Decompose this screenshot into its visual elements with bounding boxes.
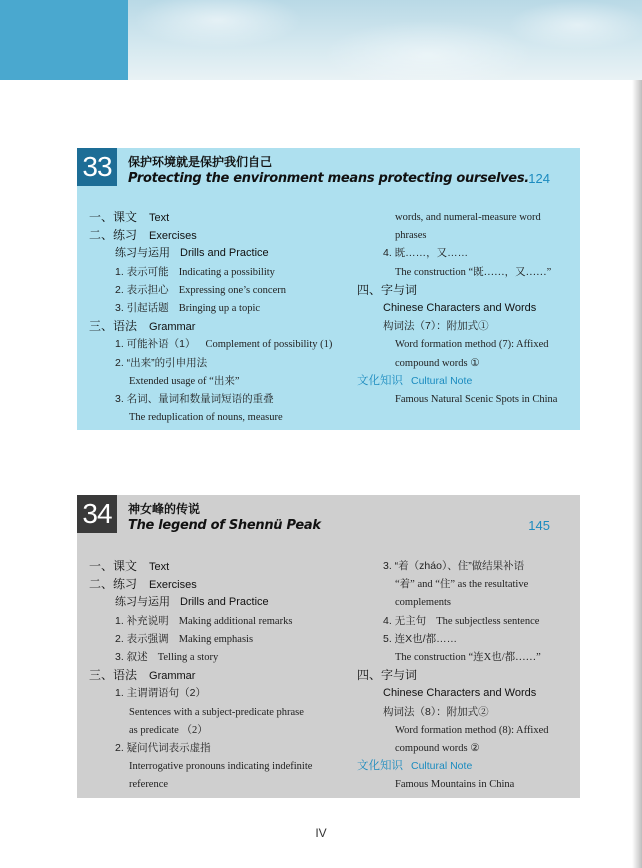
- entry-english-text: The subjectless sentence: [436, 615, 540, 627]
- entry-english-text: The construction “既……，又……”: [395, 266, 552, 278]
- entry-english-text: Text: [149, 561, 170, 573]
- contents-entry: [395, 228, 427, 243]
- entry-chinese-text: 一、课文: [89, 559, 138, 573]
- contents-entry: [395, 210, 541, 225]
- contents-entry: [129, 759, 312, 774]
- entry-chinese-text: 1. 可能补语（1）: [115, 338, 196, 351]
- lesson-number: 34: [77, 495, 117, 533]
- entry-chinese-text: 三、语法: [89, 319, 138, 334]
- contents-entry: [383, 301, 536, 315]
- contents-entry: [129, 705, 304, 720]
- contents-entry: [89, 228, 197, 243]
- entry-english-text: complements: [395, 597, 451, 609]
- header-banner: [0, 0, 642, 80]
- entry-chinese-text: 2. “出来”的引申用法: [115, 356, 208, 369]
- cultural-note-entry: [357, 759, 472, 773]
- contents-entry: [383, 246, 468, 260]
- entry-english-text: Word formation method (8): Affixed: [395, 724, 549, 736]
- entry-english-text: Grammar: [149, 321, 196, 334]
- entry-chinese-text: 1. 补充说明: [115, 614, 169, 627]
- entry-english-text: Drills and Practice: [180, 247, 269, 260]
- entry-english-text: Famous Natural Scenic Spots in China: [395, 394, 558, 405]
- contents-entry: [395, 650, 541, 665]
- entry-chinese-text: 1. 主谓谓语句（2）: [115, 687, 207, 700]
- contents-entry: [395, 337, 549, 352]
- entry-english-text: compound words ②: [395, 743, 480, 754]
- entry-chinese-text: 四、字与词: [357, 668, 418, 683]
- contents-entry: [115, 301, 260, 316]
- entry-chinese-text: 2. 表示强调: [115, 632, 169, 645]
- entry-chinese-text: 文化知识: [357, 760, 403, 773]
- contents-entry: [383, 705, 489, 719]
- contents-entry: [395, 265, 551, 280]
- entry-english-text: Grammar: [149, 670, 196, 683]
- entry-chinese-text: 构词法（7）：附加式①: [383, 320, 489, 333]
- entry-chinese-text: 四、字与词: [357, 282, 418, 297]
- contents-entry: [129, 410, 283, 425]
- entry-english-text: as predicate （2）: [129, 724, 208, 736]
- entry-chinese-text: 文化知识: [357, 374, 403, 387]
- contents-entry: [383, 632, 457, 646]
- entry-english-text: “着” and “住” as the resultative: [395, 579, 529, 591]
- entry-chinese-text: 构词法（8）：附加式②: [383, 705, 489, 718]
- contents-entry: [129, 777, 168, 792]
- entry-english-text: Word formation method (7): Affixed: [395, 339, 549, 351]
- entry-chinese-text: 1. 表示可能: [115, 265, 169, 278]
- entry-chinese-text: 3. 引起话题: [115, 302, 169, 314]
- entry-chinese-text: 5. 连X也/都……: [383, 632, 458, 645]
- lesson-page-number[interactable]: 124: [528, 171, 550, 186]
- contents-entry: [383, 686, 536, 700]
- contents-entry: [115, 686, 206, 700]
- lesson-34-section: [77, 495, 580, 798]
- contents-entry: [129, 723, 208, 738]
- contents-entry: [115, 392, 274, 406]
- lesson-title-chinese: 神女峰的传说: [128, 502, 201, 516]
- contents-entry: [89, 210, 169, 225]
- contents-entry: [395, 392, 557, 407]
- contents-entry: [115, 283, 286, 298]
- contents-entry: [357, 283, 417, 298]
- entry-english-text: Exercises: [149, 230, 197, 243]
- contents-entry: [129, 374, 240, 389]
- contents-entry: [89, 559, 169, 574]
- entry-english-text: reference: [129, 779, 169, 791]
- contents-entry: [395, 356, 480, 371]
- entry-english-text: Exercises: [149, 579, 197, 592]
- contents-entry: [395, 595, 451, 610]
- contents-entry: [383, 559, 524, 573]
- entry-english-text: Telling a story: [157, 652, 219, 663]
- entry-english-text: Indicating a possibility: [178, 266, 275, 278]
- entry-chinese-text: 4. 既……，又……: [383, 247, 469, 260]
- contents-entry: [383, 319, 489, 333]
- lesson-page-number[interactable]: 145: [528, 518, 550, 533]
- entry-english-text: Chinese Characters and Words: [383, 302, 537, 314]
- lesson-title-chinese: 保护环境就是保护我们自己: [128, 155, 273, 169]
- contents-entry: [89, 577, 197, 592]
- entry-chinese-text: 练习与运用: [115, 247, 170, 260]
- contents-entry: [383, 614, 539, 629]
- entry-english-text: Famous Mountains in China: [395, 779, 515, 791]
- entry-chinese-text: 二、练习: [89, 577, 138, 592]
- entry-chinese-text: 三、语法: [89, 668, 138, 683]
- entry-english-text: Cultural Note: [411, 760, 473, 773]
- entry-english-text: words, and numeral-measure word: [395, 212, 541, 223]
- entry-english-text: The construction “连X也/都……”: [395, 652, 541, 663]
- entry-chinese-text: 4. 无主句: [383, 614, 427, 627]
- entry-english-text: Text: [149, 212, 170, 224]
- entry-chinese-text: 3. 名词、量词和数量词短语的重叠: [115, 393, 274, 405]
- contents-entry: [89, 319, 195, 334]
- entry-english-text: Cultural Note: [411, 374, 473, 387]
- entry-chinese-text: 二、练习: [89, 228, 138, 243]
- entry-english-text: Making additional remarks: [178, 615, 293, 627]
- entry-english-text: Sentences with a subject-predicate phrase: [129, 706, 304, 718]
- entry-english-text: Complement of possibility (1): [205, 339, 333, 351]
- lesson-title-english: The legend of Shennü Peak: [128, 518, 321, 533]
- contents-entry: [395, 577, 528, 592]
- contents-entry: [115, 595, 269, 609]
- entry-chinese-text: 3. “着（zháo）、住”做结果补语: [383, 560, 525, 572]
- entry-english-text: Expressing one’s concern: [178, 284, 286, 296]
- entry-chinese-text: 2. 疑问代词表示虚指: [115, 742, 211, 754]
- contents-entry: [395, 741, 480, 756]
- entry-english-text: The reduplication of nouns, measure: [129, 412, 283, 424]
- entry-chinese-text: 练习与运用: [115, 596, 170, 609]
- lesson-33-section: [77, 148, 580, 430]
- entry-english-text: compound words ①: [395, 357, 480, 369]
- entry-english-text: Interrogative pronouns indicating indefinite: [129, 761, 313, 773]
- entry-chinese-text: 3. 叙述: [115, 651, 148, 663]
- entry-english-text: phrases: [395, 230, 427, 242]
- entry-english-text: Drills and Practice: [180, 596, 269, 609]
- header-photo: [128, 0, 642, 80]
- header-color-block: [0, 0, 128, 80]
- entry-chinese-text: 一、课文: [89, 210, 138, 224]
- contents-entry: [115, 614, 292, 629]
- contents-entry: [89, 668, 195, 683]
- entry-english-text: Making emphasis: [178, 633, 254, 645]
- contents-entry: [115, 337, 332, 352]
- contents-entry: [115, 265, 275, 280]
- entry-chinese-text: 2. 表示担心: [115, 283, 169, 296]
- lesson-title-english: Protecting the environment means protecting ourselves.: [128, 171, 529, 186]
- entry-english-text: Extended usage of “出来”: [129, 375, 240, 387]
- contents-entry: [115, 632, 253, 647]
- page-numeral: IV: [315, 826, 327, 840]
- entry-english-text: Bringing up a topic: [178, 303, 261, 314]
- contents-entry: [395, 723, 549, 738]
- entry-english-text: Chinese Characters and Words: [383, 687, 537, 700]
- contents-entry: [395, 777, 514, 792]
- page-edge-shadow: [632, 80, 642, 868]
- contents-entry: [115, 246, 269, 260]
- lesson-number: 33: [77, 148, 117, 186]
- contents-entry: [115, 650, 218, 665]
- contents-entry: [115, 356, 207, 370]
- cultural-note-entry: [357, 374, 472, 388]
- contents-entry: [115, 741, 211, 755]
- contents-entry: [357, 668, 417, 683]
